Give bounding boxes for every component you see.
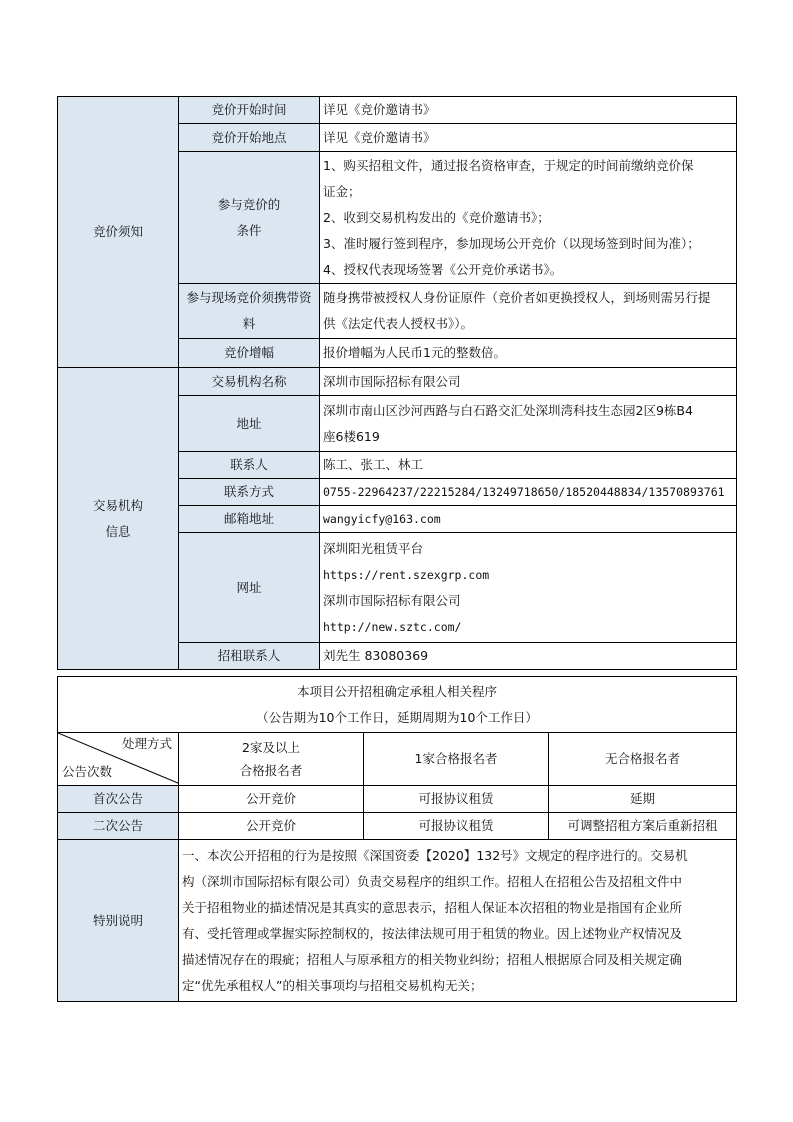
bidding-conditions [320,152,737,284]
section-label-bidding-notice: 竞价须知 [58,97,179,368]
material-line: 供《法定代表人授权书》）。 [323,316,474,331]
row-value: 报价增幅为人民币1元的整数倍。 [320,339,737,368]
diagonal-header-cell [58,733,179,786]
website-link[interactable]: https://rent.szexgrp.com [323,567,490,582]
row-key: 交易机构名称 [179,368,320,396]
website-name: 深圳市国际招标有限公司 [323,592,461,608]
leasing-contact: 刘先生 83080369 [320,643,737,670]
row-label: 二次公告 [58,813,179,840]
row-key: 网址 [179,533,320,643]
contacts: 陈工、张工、林工 [320,452,737,479]
note-line: 有、受托管理或掌握实际控制权的，按法律法规可用于租赁的物业。因上述物业产权情况及 [182,925,683,941]
label-line: 信息 [105,523,131,539]
row-key: 竞价增幅 [179,339,320,368]
note-line: 定“优先承租权人”的相关事项均与招租交易机构无关； [182,977,483,993]
header-method: 处理方式 [121,736,172,751]
table-row [58,813,737,840]
phone-numbers: 0755-22964237/22215284/13249718650/18520448834/13570893761 [320,479,737,506]
row-key: 地址 [179,396,320,452]
row-key: 竞价开始地点 [179,124,320,152]
header-count: 公告次数 [62,764,113,779]
key-line: 参与现场竞价须携带资 [186,290,312,305]
special-notes-label: 特别说明 [58,840,179,1002]
row-value: 详见《竞价邀请书》 [320,124,737,152]
address-line: 深圳市南山区沙河西路与白石路交汇处深圳湾科技生态园2区9栋B4 [323,402,693,418]
row-key: 联系人 [179,452,320,479]
note-line: 描述情况存在的瑕疵；招租人与原承租方的相关物业纠纷；招租人根据原合同及相关规定确 [182,951,683,967]
condition-line: 证金； [323,183,361,199]
table-cell: 可报协议租赁 [364,786,549,813]
procedure-heading [58,677,737,733]
table-cell: 可报协议租赁 [364,813,549,840]
institution-name: 深圳市国际招标有限公司 [320,368,737,396]
key-line: 料 [242,316,256,331]
condition-line: 2、收到交易机构发出的《竞价邀请书》； [323,209,550,225]
row-key [179,284,320,339]
table-cell: 公开竞价 [179,813,364,840]
key-line: 参与竞价的 [217,196,281,212]
column-header-line: 合格报名者 [239,763,303,778]
procedure-title: 本项目公开招租确定承租人相关程序 [296,683,497,699]
column-header-line: 2家及以上 [242,740,300,755]
address-line: 座6楼619 [323,428,380,444]
material-line: 随身携带被授权人身份证原件（竞价者如更换授权人，到场则需另行提 [323,290,711,305]
row-key: 招租联系人 [179,643,320,670]
table-cell: 可调整招租方案后重新招租 [549,813,737,840]
row-key: 联系方式 [179,479,320,506]
column-header [179,733,364,786]
row-key: 邮箱地址 [179,506,320,533]
column-header: 无合格报名者 [549,733,737,786]
row-key: 竞价开始时间 [179,97,320,124]
note-line: 关于招租物业的描述情况是其真实的意思表示，招租人保证本次招租的物业是指国有企业所 [182,899,683,915]
section-label-institution [58,368,179,670]
condition-line: 1、购买招租文件，通过报名资格审查，于规定的时间前缴纳竞价保 [323,157,694,173]
key-line: 条件 [236,222,262,238]
websites [320,533,737,643]
website-name: 深圳阳光租赁平台 [323,540,424,556]
row-key [179,152,320,284]
info-table [57,96,737,670]
row-label: 首次公告 [58,786,179,813]
required-materials [320,284,737,339]
column-header: 1家合格报名者 [364,733,549,786]
note-line: 一、本次公开招租的行为是按照《深国资委【2020】132号》文规定的程序进行的。交易机 [182,847,688,863]
label-line: 交易机构 [92,497,143,513]
procedure-table [57,676,737,1002]
table-cell: 延期 [549,786,737,813]
special-notes [179,840,737,1002]
procedure-subtitle: （公告期为10个工作日，延期周期为10个工作日） [256,709,538,725]
website-link[interactable]: http://new.sztc.com/ [323,619,462,634]
address [320,396,737,452]
note-line: 构（深圳市国际招标有限公司）负责交易程序的组织工作。招租人在招租公告及招租文件中 [182,873,683,889]
table-row [58,786,737,813]
email-address: wangyicfy@163.com [320,506,737,533]
table-cell: 公开竞价 [179,786,364,813]
condition-line: 3、准时履行签到程序，参加现场公开竞价（以现场签到时间为准）； [323,235,700,251]
condition-line: 4、授权代表现场签署《公开竞价承诺书》。 [323,261,563,277]
row-value: 详见《竞价邀请书》 [320,97,737,124]
